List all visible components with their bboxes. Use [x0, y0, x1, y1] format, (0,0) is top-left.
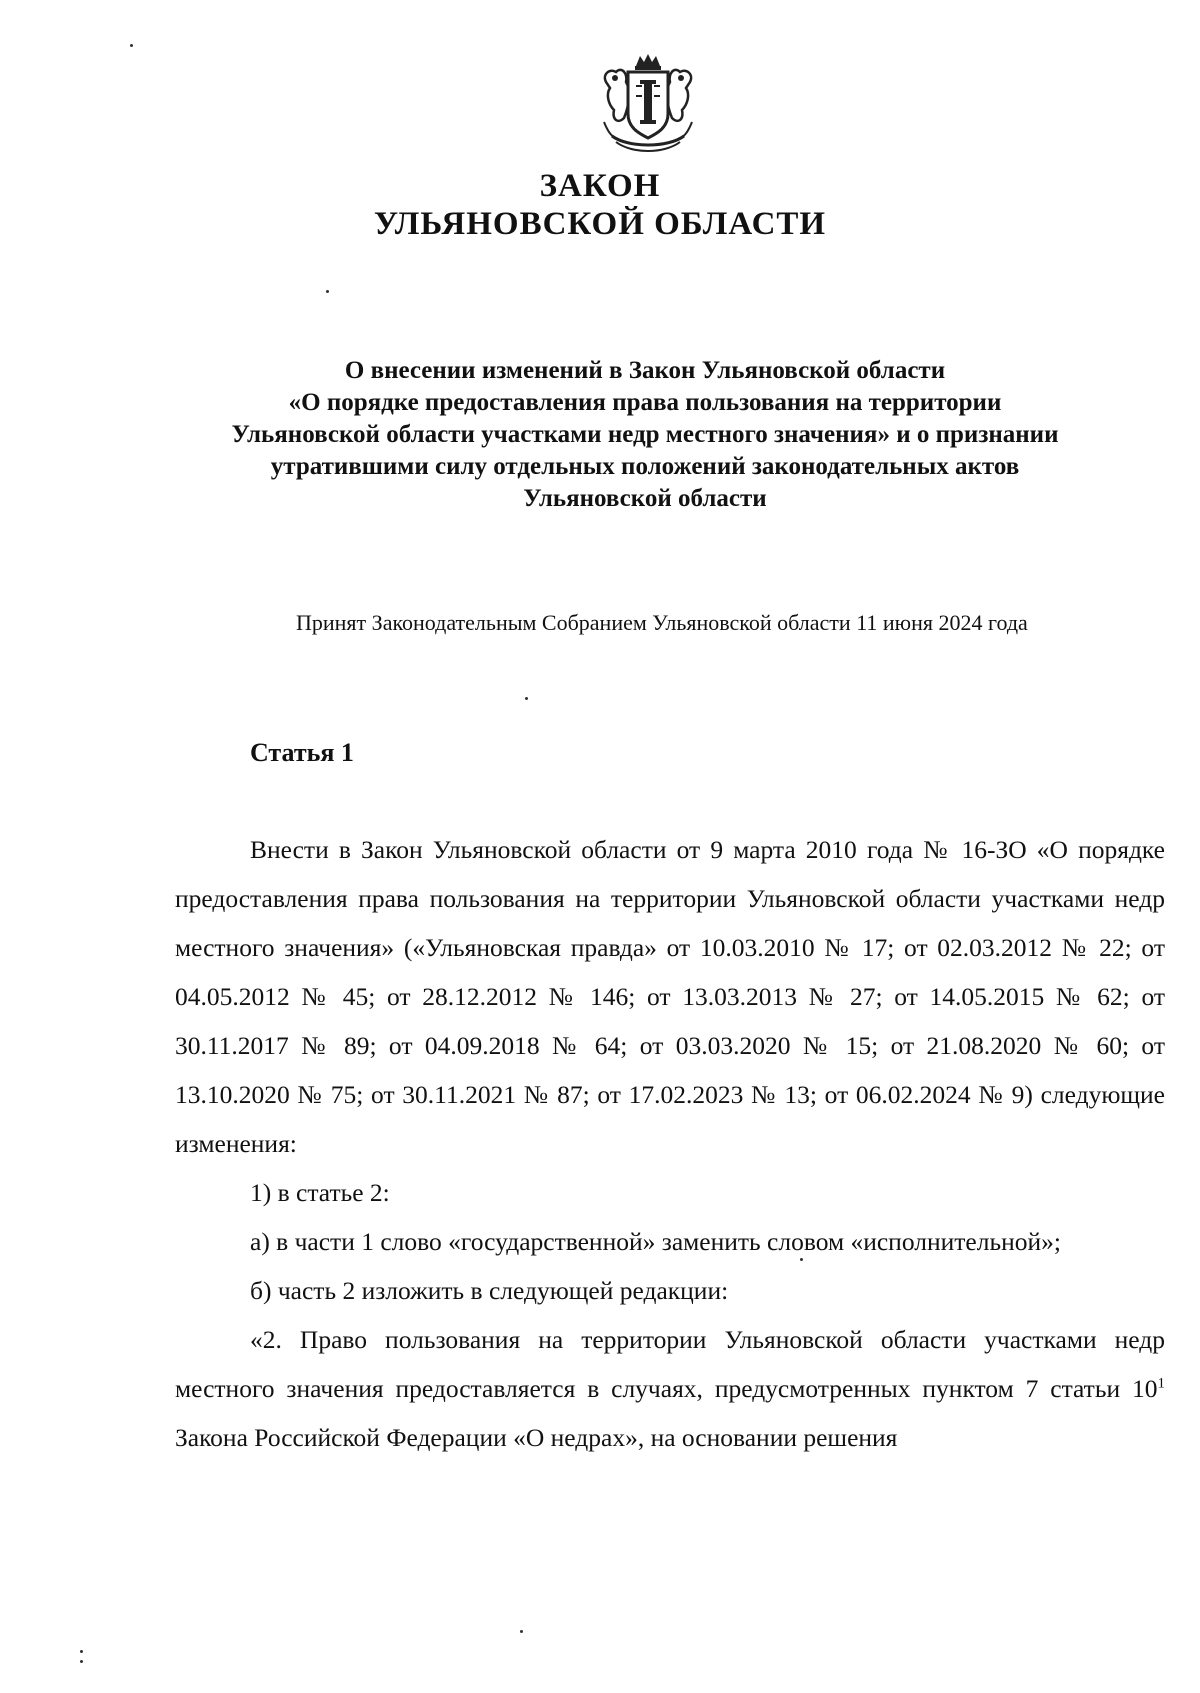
scan-speck	[80, 1660, 83, 1663]
quoted-paragraph	[175, 1315, 1165, 1462]
article-body	[175, 825, 1165, 1462]
subject-line: Ульяновской области	[523, 485, 767, 512]
list-item: а) в части 1 слово «государственной» заменить словом «исполнительной»;	[250, 1227, 1061, 1256]
list-item: б) часть 2 изложить в следующей редакции:	[250, 1276, 729, 1305]
law-title-line2: УЛЬЯНОВСКОЙ ОБЛАСТИ	[373, 206, 827, 242]
scan-speck	[520, 1630, 523, 1633]
subject-line: утратившими силу отдельных положений законодательных актов	[270, 453, 1020, 480]
scan-speck	[525, 697, 528, 700]
law-title-line1: ЗАКОН	[539, 168, 661, 204]
quote-text: «2. Право пользования на территории Ульяновской области участками недр местного значения предоставляется в случаях, предусмотренных пунктом 7 статьи 10	[175, 1325, 1165, 1403]
subject-line: Ульяновской области участками недр местного значения» и о признании	[231, 421, 1059, 448]
law-subject-title	[150, 355, 1140, 515]
scan-speck	[130, 44, 133, 47]
subject-line: «О порядке предоставления права пользования на территории	[288, 389, 1002, 416]
adoption-note: Принят Законодательным Собранием Ульяновской области 11 июня 2024 года	[296, 610, 1028, 635]
scan-speck	[800, 1258, 803, 1261]
coat-of-arms-emblem	[598, 52, 698, 156]
subject-line: О внесении изменений в Закон Ульяновской области	[344, 357, 946, 384]
quote-text: Закона Российской Федерации «О недрах», на основании решения	[175, 1423, 898, 1452]
scan-speck	[80, 1650, 83, 1653]
list-item: 1) в статье 2:	[250, 1178, 390, 1207]
scan-speck	[326, 290, 329, 293]
superscript: 1	[1157, 1375, 1165, 1392]
article-intro-paragraph: Внести в Закон Ульяновской области от 9 марта 2010 года № 16-ЗО «О порядке предоставления права пользования на территории Ульяновской области участками недр местного значения» («Ульяновская правда» от 10.03.2010 № 17; от 02.03.2012 № 22; от 04.05.2012 № 45; от 28.12.2012 № 146; от 13.03.2013 № 27; от 14.05.2015 № 62; от 30.11.2017 № 89; от 04.09.2018 № 64; от 03.03.2020 № 15; от 21.08.2020 № 60; от 13.10.2020 № 75; от 30.11.2021 № 87; от 17.02.2023 № 13; от 06.02.2024 № 9) следующие изменения:	[175, 835, 1165, 1158]
article-heading: Статья 1	[250, 738, 354, 767]
